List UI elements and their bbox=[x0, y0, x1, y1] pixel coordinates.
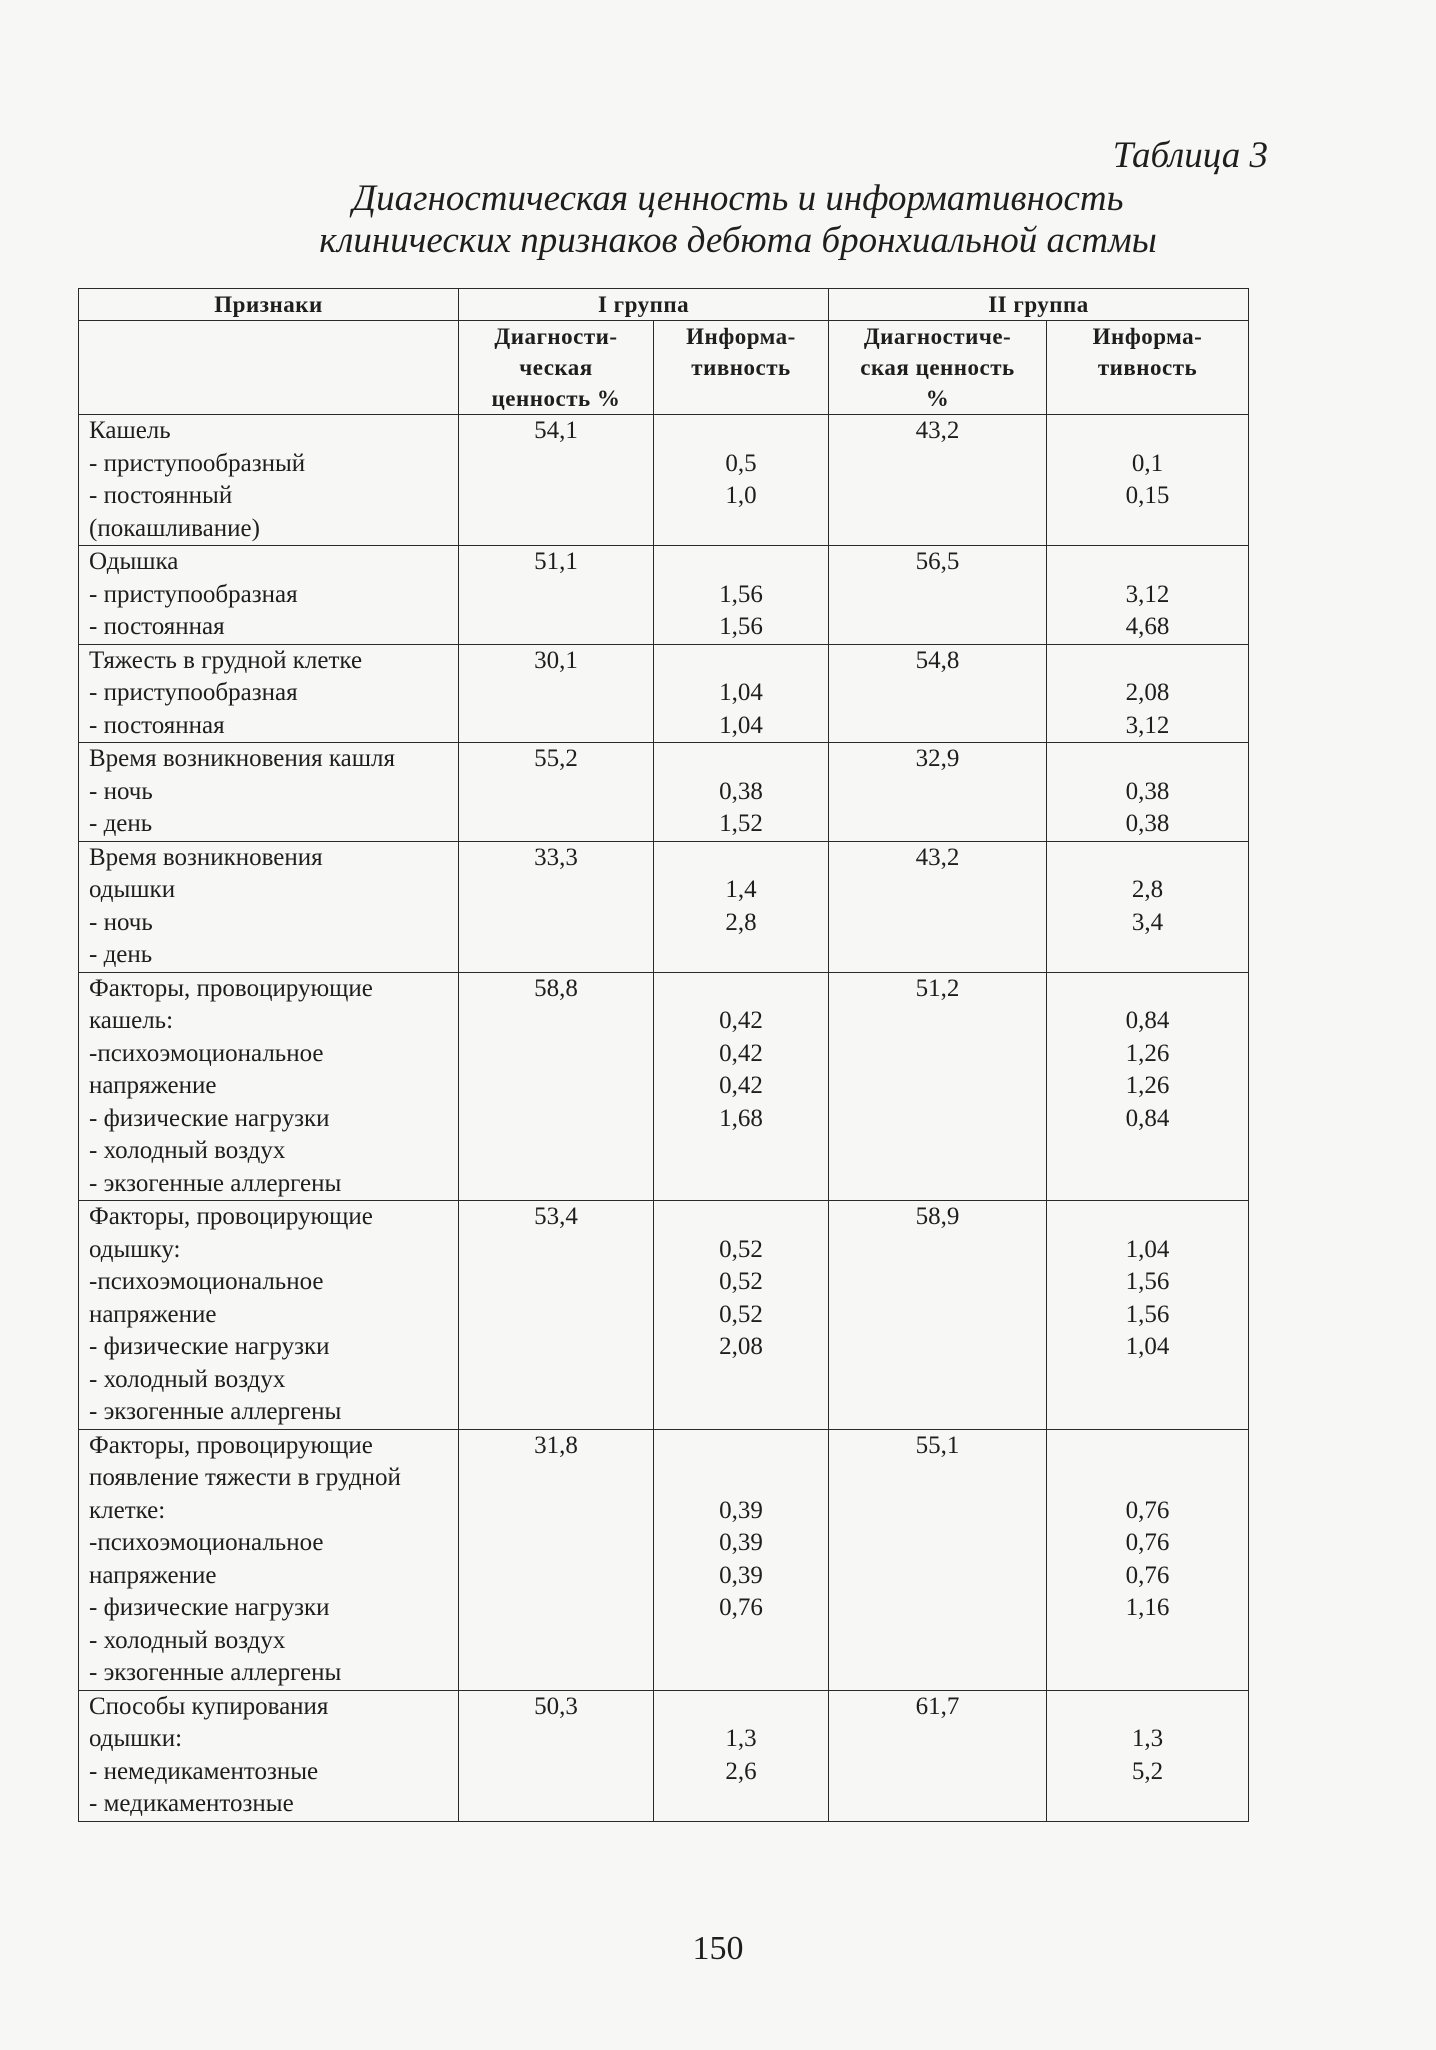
title-line-1: Диагностическая ценность и информативность bbox=[352, 178, 1124, 219]
g2-info: 0,1 0,15 bbox=[1047, 415, 1249, 546]
header-group-1: I группа bbox=[459, 289, 829, 321]
header-diag-value-g1: Диагности- ческая ценность % bbox=[459, 321, 654, 415]
row-label: Факторы, провоцирующие появление тяжести в грудной клетке: -психоэмоциональное напряжение - физические нагрузки - холодный воздух - экзогенные аллергены bbox=[79, 1429, 459, 1690]
g1-diag-value: 55,2 bbox=[459, 743, 654, 842]
g2-info: 1,3 5,2 bbox=[1047, 1690, 1249, 1821]
header-group-2: II группа bbox=[829, 289, 1249, 321]
table-label: Таблица 3 bbox=[1112, 135, 1268, 176]
table-title bbox=[0, 178, 1436, 262]
g1-info: 1,56 1,56 bbox=[654, 546, 829, 645]
g1-info: 0,52 0,52 0,52 2,08 bbox=[654, 1201, 829, 1430]
g2-info: 2,08 3,12 bbox=[1047, 644, 1249, 743]
g2-info: 2,8 3,4 bbox=[1047, 841, 1249, 972]
header-row-1 bbox=[79, 289, 1249, 321]
table-row bbox=[79, 1201, 1249, 1430]
g2-diag-value: 56,5 bbox=[829, 546, 1047, 645]
table-row bbox=[79, 546, 1249, 645]
table-row bbox=[79, 1690, 1249, 1821]
table-row bbox=[79, 743, 1249, 842]
g1-diag-value: 58,8 bbox=[459, 972, 654, 1201]
header-row-2 bbox=[79, 321, 1249, 415]
g2-diag-value: 43,2 bbox=[829, 415, 1047, 546]
table-row bbox=[79, 841, 1249, 972]
g2-diag-value: 43,2 bbox=[829, 841, 1047, 972]
row-label: Факторы, провоцирующие одышку: -психоэмоциональное напряжение - физические нагрузки - холодный воздух - экзогенные аллергены bbox=[79, 1201, 459, 1430]
table-row bbox=[79, 1429, 1249, 1690]
g2-diag-value: 55,1 bbox=[829, 1429, 1047, 1690]
table-row bbox=[79, 644, 1249, 743]
row-label: Время возникновения одышки - ночь - день bbox=[79, 841, 459, 972]
g1-info: 1,4 2,8 bbox=[654, 841, 829, 972]
g2-info: 0,38 0,38 bbox=[1047, 743, 1249, 842]
header-empty bbox=[79, 321, 459, 415]
g1-info: 0,42 0,42 0,42 1,68 bbox=[654, 972, 829, 1201]
g1-info: 0,38 1,52 bbox=[654, 743, 829, 842]
g1-diag-value: 51,1 bbox=[459, 546, 654, 645]
title-line-2: клинических признаков дебюта бронхиальной астмы bbox=[319, 220, 1157, 261]
g1-diag-value: 30,1 bbox=[459, 644, 654, 743]
g2-info: 0,76 0,76 0,76 1,16 bbox=[1047, 1429, 1249, 1690]
header-diag-value-g2: Диагностиче- ская ценность % bbox=[829, 321, 1047, 415]
g1-diag-value: 53,4 bbox=[459, 1201, 654, 1430]
g2-diag-value: 58,9 bbox=[829, 1201, 1047, 1430]
g1-diag-value: 33,3 bbox=[459, 841, 654, 972]
g1-info: 0,5 1,0 bbox=[654, 415, 829, 546]
g2-info: 3,12 4,68 bbox=[1047, 546, 1249, 645]
g1-diag-value: 31,8 bbox=[459, 1429, 654, 1690]
g2-diag-value: 32,9 bbox=[829, 743, 1047, 842]
row-label: Факторы, провоцирующие кашель: -психоэмоциональное напряжение - физические нагрузки - холодный воздух - экзогенные аллергены bbox=[79, 972, 459, 1201]
g1-diag-value: 50,3 bbox=[459, 1690, 654, 1821]
data-table bbox=[78, 288, 1249, 1822]
header-info-g1: Информа- тивность bbox=[654, 321, 829, 415]
g1-info: 0,39 0,39 0,39 0,76 bbox=[654, 1429, 829, 1690]
row-label: Время возникновения кашля - ночь - день bbox=[79, 743, 459, 842]
row-label: Тяжесть в грудной клетке - приступообразная - постоянная bbox=[79, 644, 459, 743]
header-signs: Признаки bbox=[79, 289, 459, 321]
row-label: Способы купирования одышки: - немедикаментозные - медикаментозные bbox=[79, 1690, 459, 1821]
g1-info: 1,04 1,04 bbox=[654, 644, 829, 743]
row-label: Кашель - приступообразный - постоянный (покашливание) bbox=[79, 415, 459, 546]
g2-diag-value: 61,7 bbox=[829, 1690, 1047, 1821]
table-row bbox=[79, 972, 1249, 1201]
table-row bbox=[79, 415, 1249, 546]
g1-diag-value: 54,1 bbox=[459, 415, 654, 546]
g2-diag-value: 51,2 bbox=[829, 972, 1047, 1201]
g2-diag-value: 54,8 bbox=[829, 644, 1047, 743]
g2-info: 1,04 1,56 1,56 1,04 bbox=[1047, 1201, 1249, 1430]
g2-info: 0,84 1,26 1,26 0,84 bbox=[1047, 972, 1249, 1201]
g1-info: 1,3 2,6 bbox=[654, 1690, 829, 1821]
row-label: Одышка - приступообразная - постоянная bbox=[79, 546, 459, 645]
header-info-g2: Информа- тивность bbox=[1047, 321, 1249, 415]
page-number: 150 bbox=[692, 1930, 744, 1967]
